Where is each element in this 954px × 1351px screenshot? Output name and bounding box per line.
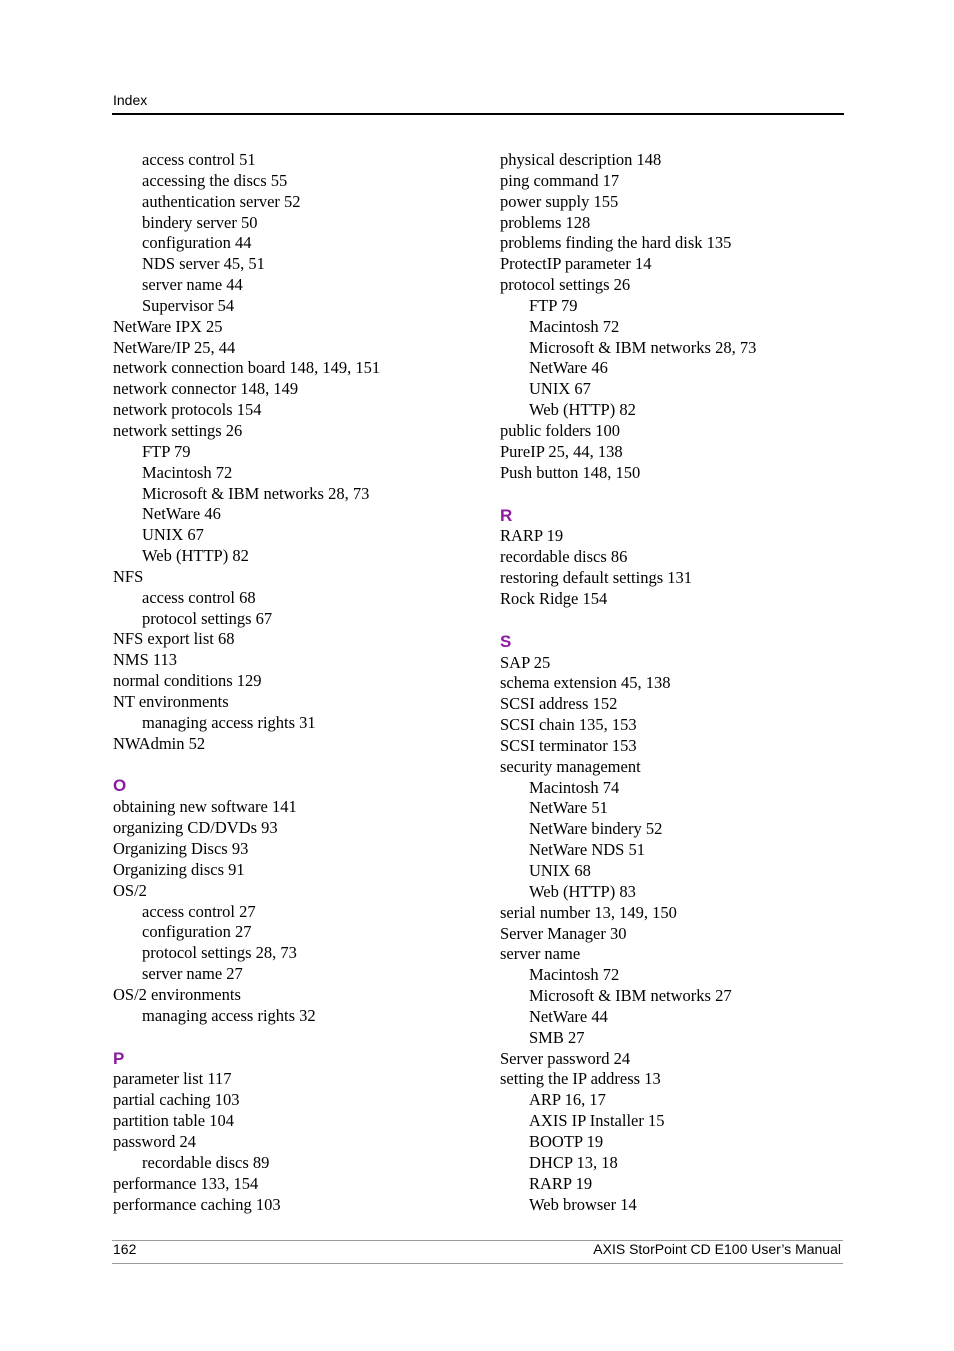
index-subentry: NDS server 45, 51 (142, 254, 265, 274)
index-column-left (113, 150, 483, 1215)
index-subentry: RARP 19 (529, 1173, 593, 1193)
index-subentry: Supervisor 54 (142, 295, 235, 315)
index-subentry: Macintosh 72 (529, 316, 620, 336)
index-entry: NetWare IPX 25 (113, 316, 223, 336)
index-subentry: bindery server 50 (142, 212, 258, 232)
index-entry: ping command 17 (500, 170, 620, 190)
index-subentry: Web (HTTP) 82 (142, 546, 249, 566)
index-subentry: managing access rights 31 (142, 712, 316, 732)
index-subentry: AXIS IP Installer 15 (529, 1111, 665, 1131)
index-entry: OS/2 environments (113, 984, 241, 1004)
index-entry: serial number 13, 149, 150 (500, 902, 677, 922)
index-entry: network protocols 154 (113, 400, 262, 420)
index-subentry: protocol settings 28, 73 (142, 943, 297, 963)
index-subentry: UNIX 67 (529, 379, 591, 399)
index-entry: schema extension 45, 138 (500, 673, 671, 693)
index-entry: Server Manager 30 (500, 923, 627, 943)
index-entry: server name (500, 944, 581, 964)
index-entry: Server password 24 (500, 1048, 631, 1068)
index-subentry: Microsoft & IBM networks 28, 73 (529, 337, 757, 357)
index-entry: Push button 148, 150 (500, 462, 641, 482)
manual-title: AXIS StorPoint CD E100 User’s Manual (593, 1241, 841, 1257)
index-entry: NetWare/IP 25, 44 (113, 337, 236, 357)
index-entry: security management (500, 756, 641, 776)
index-subentry: server name 27 (142, 964, 243, 984)
index-entry: SCSI chain 135, 153 (500, 715, 637, 735)
index-subentry: BOOTP 19 (529, 1131, 604, 1151)
index-subentry: Microsoft & IBM networks 27 (529, 986, 732, 1006)
index-entry: NWAdmin 52 (113, 733, 206, 753)
section-letter: P (113, 1048, 125, 1068)
section-letter: R (500, 505, 513, 525)
index-entry: NFS export list 68 (113, 629, 235, 649)
index-subentry: Microsoft & IBM networks 28, 73 (142, 483, 370, 503)
index-subentry: Web (HTTP) 83 (529, 881, 636, 901)
index-subentry: NetWare 46 (142, 504, 221, 524)
footer-rule-bottom (112, 1263, 843, 1264)
index-entry: Rock Ridge 154 (500, 588, 608, 608)
index-subentry: SMB 27 (529, 1027, 585, 1047)
index-entry: power supply 155 (500, 191, 619, 211)
index-entry: NFS (113, 566, 144, 586)
index-entry: SCSI address 152 (500, 694, 618, 714)
index-subentry: ARP 16, 17 (529, 1090, 606, 1110)
index-entry: network settings 26 (113, 420, 243, 440)
index-subentry: authentication server 52 (142, 191, 301, 211)
index-subentry: DHCP 13, 18 (529, 1152, 618, 1172)
index-subentry: NetWare 46 (529, 358, 608, 378)
index-entry: obtaining new software 141 (113, 797, 297, 817)
index-subentry: NetWare bindery 52 (529, 819, 663, 839)
index-subentry: NetWare 44 (529, 1006, 608, 1026)
index-entry: PureIP 25, 44, 138 (500, 441, 623, 461)
index-entry: protocol settings 26 (500, 275, 631, 295)
index-entry: parameter list 117 (113, 1069, 232, 1089)
running-header: Index (113, 92, 148, 108)
index-subentry: managing access rights 32 (142, 1005, 316, 1025)
index-subentry: server name 44 (142, 275, 243, 295)
index-entry: partition table 104 (113, 1111, 234, 1131)
header-rule (112, 113, 844, 115)
index-subentry: Web browser 14 (529, 1194, 637, 1214)
index-entry: physical description 148 (500, 150, 662, 169)
section-letter: S (500, 631, 512, 651)
page-number: 162 (113, 1241, 137, 1257)
index-subentry: accessing the discs 55 (142, 170, 288, 190)
index-entry: network connection board 148, 149, 151 (113, 358, 381, 378)
index-entry: partial caching 103 (113, 1090, 240, 1110)
index-subentry: UNIX 68 (529, 861, 591, 880)
index-subentry: Macintosh 74 (529, 777, 620, 797)
index-entry: NT environments (113, 691, 229, 711)
index-entry: public folders 100 (500, 420, 621, 440)
index-subentry: recordable discs 89 (142, 1152, 270, 1172)
index-entry: organizing CD/DVDs 93 (113, 818, 278, 838)
index-subentry: configuration 27 (142, 922, 252, 942)
index-entry: password 24 (113, 1131, 196, 1151)
index-entry: NMS 113 (113, 650, 178, 670)
index-entry: restoring default settings 131 (500, 568, 693, 588)
index-entry: normal conditions 129 (113, 671, 262, 691)
index-subentry: Macintosh 72 (529, 965, 620, 985)
index-entry: performance 133, 154 (113, 1173, 259, 1193)
index-entry: RARP 19 (500, 526, 564, 546)
index-subentry: NetWare NDS 51 (529, 840, 645, 860)
index-subentry: UNIX 67 (142, 525, 204, 545)
index-entry: SAP 25 (500, 652, 551, 672)
index-subentry: NetWare 51 (529, 798, 608, 818)
section-letter: O (113, 776, 127, 796)
index-entry: setting the IP address 13 (500, 1069, 661, 1089)
index-subentry: configuration 44 (142, 233, 252, 253)
index-column-right (500, 150, 844, 1215)
index-subentry: FTP 79 (529, 295, 578, 315)
index-entry: OS/2 (113, 880, 147, 900)
index-entry: SCSI terminator 153 (500, 735, 637, 755)
index-entry: recordable discs 86 (500, 547, 628, 567)
index-entry: ProtectIP parameter 14 (500, 254, 652, 274)
index-entry: Organizing Discs 93 (113, 839, 249, 858)
index-subentry: access control 68 (142, 587, 256, 607)
index-subentry: protocol settings 67 (142, 608, 273, 628)
index-entry: Organizing discs 91 (113, 859, 245, 879)
index-entry: problems 128 (500, 212, 591, 232)
index-subentry: FTP 79 (142, 441, 191, 461)
index-subentry: access control 27 (142, 901, 256, 921)
index-subentry: Web (HTTP) 82 (529, 400, 636, 420)
index-subentry: Macintosh 72 (142, 462, 233, 482)
index-subentry: access control 51 (142, 150, 256, 169)
index-entry: network connector 148, 149 (113, 379, 299, 399)
index-entry: performance caching 103 (113, 1194, 281, 1214)
index-entry: problems finding the hard disk 135 (500, 233, 732, 253)
